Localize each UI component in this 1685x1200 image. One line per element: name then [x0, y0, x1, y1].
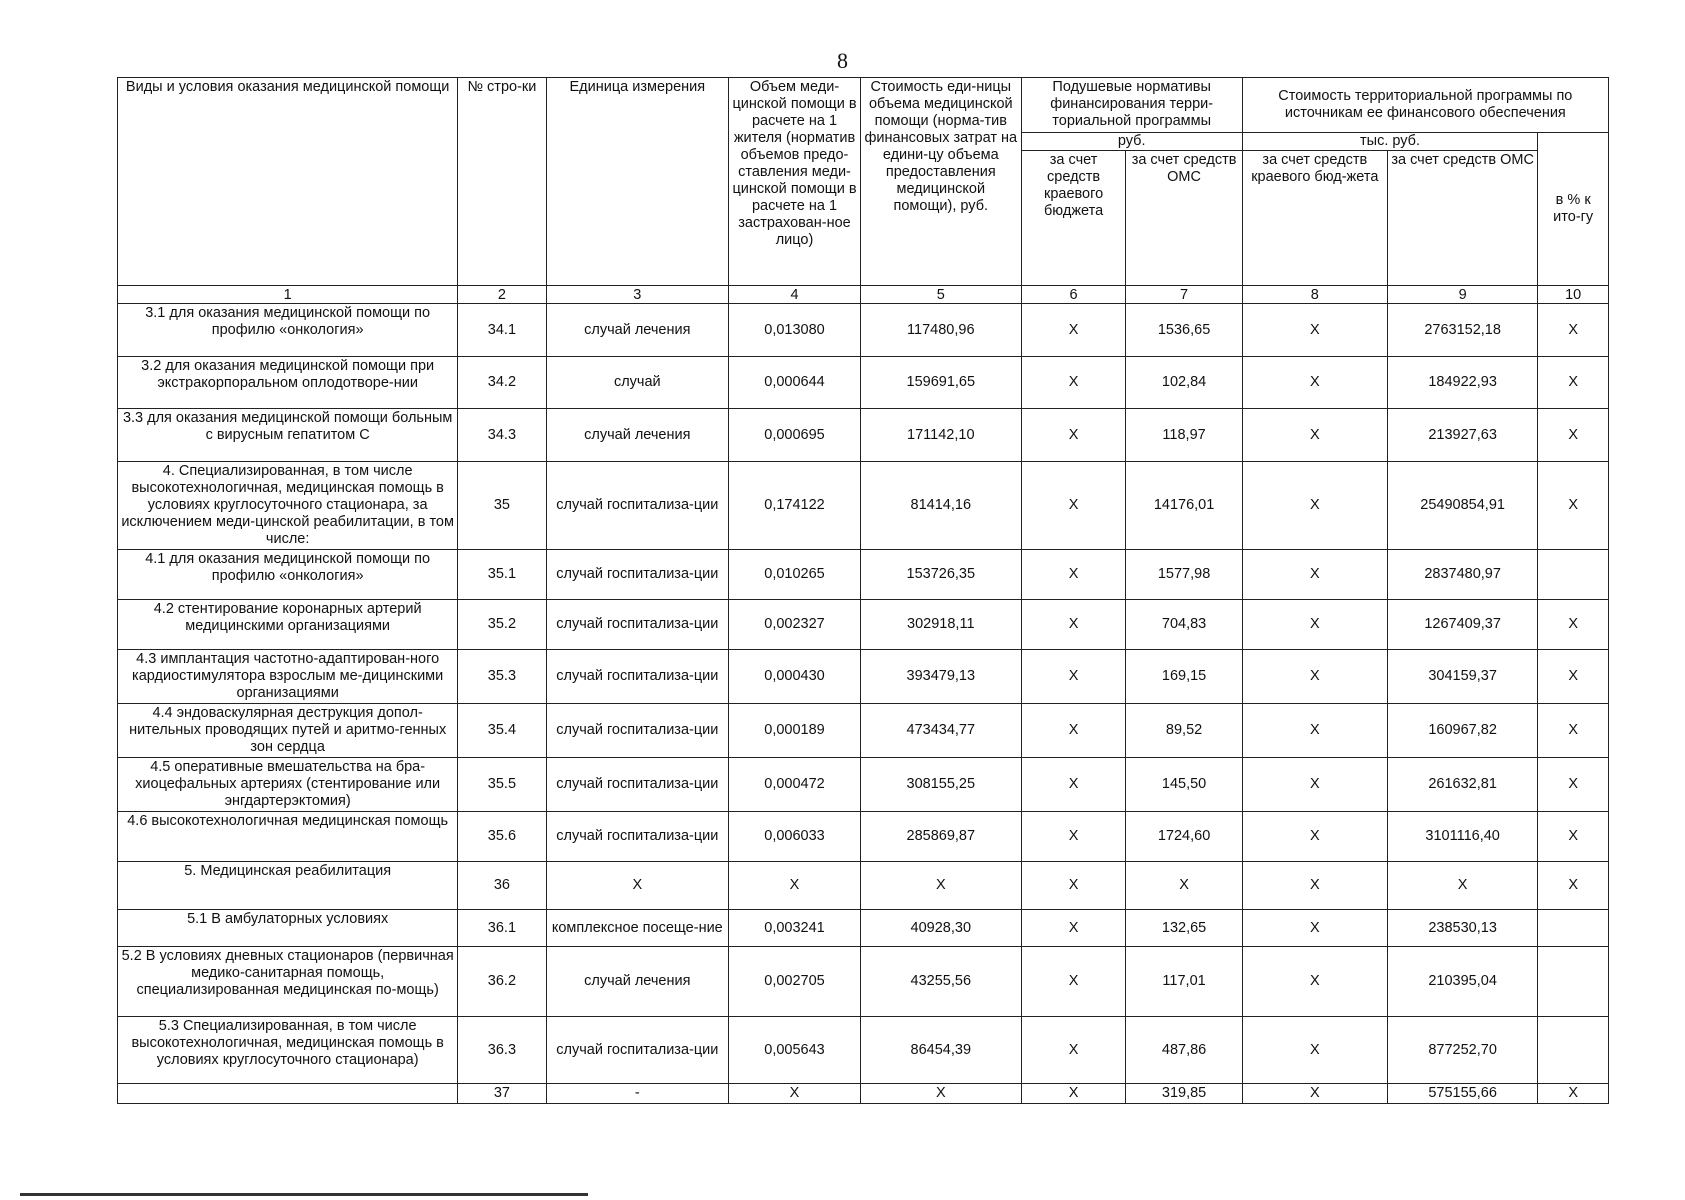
table-row — [118, 1017, 1609, 1084]
per-capita-oms: 169,15 — [1126, 650, 1242, 704]
row-number: 35.1 — [458, 550, 546, 600]
per-capita-oms: 1724,60 — [1126, 812, 1242, 862]
program-cost-oms: 877252,70 — [1387, 1017, 1537, 1084]
program-cost-oms: 238530,13 — [1387, 910, 1537, 947]
table-row — [118, 758, 1609, 812]
unit: случай госпитализа-ции — [546, 1017, 729, 1084]
column-number: 8 — [1242, 286, 1387, 304]
percent-of-total: X — [1538, 758, 1609, 812]
row-number: 36.3 — [458, 1017, 546, 1084]
row-description: 4.5 оперативные вмешательства на бра-хиоцефальных артериях (стентирование или энгдартерэктомия) — [118, 758, 458, 812]
program-cost-oms: 213927,63 — [1387, 409, 1537, 462]
percent-of-total: X — [1538, 704, 1609, 758]
row-description: 5. Медицинская реабилитация — [118, 862, 458, 910]
header-oms: за счет средств ОМС — [1126, 151, 1242, 286]
unit-cost: 81414,16 — [860, 462, 1021, 550]
program-cost-budget: X — [1242, 650, 1387, 704]
per-capita-oms: 145,50 — [1126, 758, 1242, 812]
percent-of-total — [1538, 550, 1609, 600]
per-capita-budget: X — [1021, 758, 1126, 812]
program-cost-oms: 160967,82 — [1387, 704, 1537, 758]
row-number: 35.6 — [458, 812, 546, 862]
header-unit: Единица измерения — [546, 78, 729, 286]
program-cost-oms: 25490854,91 — [1387, 462, 1537, 550]
row-number: 35 — [458, 462, 546, 550]
table-row — [118, 910, 1609, 947]
volume: 0,000472 — [729, 758, 861, 812]
program-cost-budget: X — [1242, 910, 1387, 947]
per-capita-oms: 319,85 — [1126, 1084, 1242, 1104]
program-cost-budget: X — [1242, 304, 1387, 357]
column-number: 10 — [1538, 286, 1609, 304]
table-row — [118, 650, 1609, 704]
per-capita-oms: 89,52 — [1126, 704, 1242, 758]
program-cost-oms: 210395,04 — [1387, 947, 1537, 1017]
unit-cost: 473434,77 — [860, 704, 1021, 758]
per-capita-budget: X — [1021, 409, 1126, 462]
volume: 0,002705 — [729, 947, 861, 1017]
per-capita-oms: 102,84 — [1126, 357, 1242, 409]
program-cost-budget: X — [1242, 409, 1387, 462]
header-oms-thous: за счет средств ОМС — [1387, 151, 1537, 286]
unit: случай госпитализа-ции — [546, 600, 729, 650]
program-cost-budget: X — [1242, 550, 1387, 600]
unit-cost: 40928,30 — [860, 910, 1021, 947]
row-description: 4.6 высокотехнологичная медицинская помощь — [118, 812, 458, 862]
row-number: 37 — [458, 1084, 546, 1104]
unit: случай госпитализа-ции — [546, 462, 729, 550]
header-regional-budget: за счет средств краевого бюджета — [1021, 151, 1126, 286]
row-description: 3.2 для оказания медицинской помощи при экстракорпоральном оплодотворе-нии — [118, 357, 458, 409]
header-rub: руб. — [1021, 133, 1242, 151]
row-description: 5.3 Специализированная, в том числе высокотехнологичная, медицинская помощь в условиях круглосуточного стационара) — [118, 1017, 458, 1084]
volume: 0,005643 — [729, 1017, 861, 1084]
header-cost: Стоимость еди-ницы объема медицинской помощи (норма-тив финансовых затрат на едини-цу объема предоставления медицинской помощи), руб. — [860, 78, 1021, 286]
program-cost-oms: 2837480,97 — [1387, 550, 1537, 600]
unit: случай лечения — [546, 409, 729, 462]
table-row — [118, 704, 1609, 758]
program-cost-budget: X — [1242, 812, 1387, 862]
volume: X — [729, 1084, 861, 1104]
program-cost-oms: 261632,81 — [1387, 758, 1537, 812]
unit: случай госпитализа-ции — [546, 812, 729, 862]
header-percent: в % к ито-гу — [1538, 133, 1609, 286]
unit-cost: 159691,65 — [860, 357, 1021, 409]
row-description: 4.3 имплантация частотно-адаптирован-ного кардиостимулятора взрослым ме-дицинскими организациями — [118, 650, 458, 704]
column-number: 9 — [1387, 286, 1537, 304]
per-capita-budget: X — [1021, 1017, 1126, 1084]
volume: 0,174122 — [729, 462, 861, 550]
program-cost-budget: X — [1242, 357, 1387, 409]
row-description: 4.1 для оказания медицинской помощи по профилю «онкология» — [118, 550, 458, 600]
per-capita-oms: 1577,98 — [1126, 550, 1242, 600]
per-capita-budget: X — [1021, 462, 1126, 550]
percent-of-total: X — [1538, 1084, 1609, 1104]
column-number: 5 — [860, 286, 1021, 304]
row-description: 4.2 стентирование коронарных артерий медицинскими организациями — [118, 600, 458, 650]
volume: 0,000189 — [729, 704, 861, 758]
percent-of-total: X — [1538, 357, 1609, 409]
program-cost-oms: 184922,93 — [1387, 357, 1537, 409]
per-capita-budget: X — [1021, 1084, 1126, 1104]
table-header — [118, 78, 1609, 286]
unit: случай госпитализа-ции — [546, 550, 729, 600]
unit-cost: 86454,39 — [860, 1017, 1021, 1084]
table-row — [118, 409, 1609, 462]
unit-cost: 153726,35 — [860, 550, 1021, 600]
volume: 0,002327 — [729, 600, 861, 650]
program-cost-oms: 1267409,37 — [1387, 600, 1537, 650]
program-cost-budget: X — [1242, 704, 1387, 758]
table-row — [118, 304, 1609, 357]
header-regional-budget-thous: за счет средств краевого бюд-жета — [1242, 151, 1387, 286]
per-capita-budget: X — [1021, 650, 1126, 704]
header-row-number: № стро-ки — [458, 78, 546, 286]
volume: 0,000430 — [729, 650, 861, 704]
per-capita-oms: 487,86 — [1126, 1017, 1242, 1084]
volume: 0,000644 — [729, 357, 861, 409]
row-number: 35.3 — [458, 650, 546, 704]
percent-of-total: X — [1538, 812, 1609, 862]
header-program-cost: Стоимость территориальной программы по источникам ее финансового обеспечения — [1242, 78, 1608, 133]
percent-of-total: X — [1538, 462, 1609, 550]
table-row — [118, 947, 1609, 1017]
per-capita-budget: X — [1021, 812, 1126, 862]
column-number: 7 — [1126, 286, 1242, 304]
unit-cost: 302918,11 — [860, 600, 1021, 650]
column-number: 6 — [1021, 286, 1126, 304]
per-capita-oms: 118,97 — [1126, 409, 1242, 462]
per-capita-oms: 132,65 — [1126, 910, 1242, 947]
row-number: 36.2 — [458, 947, 546, 1017]
percent-of-total: X — [1538, 650, 1609, 704]
volume: 0,010265 — [729, 550, 861, 600]
header-volume: Объем меди-цинской помощи в расчете на 1 жителя (норматив объемов предо-ставления меди-цинской помощи в расчете на 1 застрахован-ное лицо) — [729, 78, 861, 286]
per-capita-budget: X — [1021, 304, 1126, 357]
percent-of-total: X — [1538, 862, 1609, 910]
row-description: 5.1 В амбулаторных условиях — [118, 910, 458, 947]
table-row — [118, 812, 1609, 862]
row-number: 34.2 — [458, 357, 546, 409]
percent-of-total: X — [1538, 409, 1609, 462]
unit-cost: X — [860, 862, 1021, 910]
unit: случай лечения — [546, 304, 729, 357]
unit: случай лечения — [546, 947, 729, 1017]
header-kinds: Виды и условия оказания медицинской помощи — [118, 78, 458, 286]
row-description: 5.2 В условиях дневных стационаров (первичная медико-санитарная помощь, специализированная медицинская по-мощь) — [118, 947, 458, 1017]
volume: 0,003241 — [729, 910, 861, 947]
table-row — [118, 462, 1609, 550]
row-description — [118, 1084, 458, 1104]
column-number: 2 — [458, 286, 546, 304]
row-number: 34.1 — [458, 304, 546, 357]
percent-of-total: X — [1538, 304, 1609, 357]
unit: случай госпитализа-ции — [546, 758, 729, 812]
per-capita-budget: X — [1021, 910, 1126, 947]
percent-of-total: X — [1538, 600, 1609, 650]
row-number: 35.5 — [458, 758, 546, 812]
per-capita-oms: 117,01 — [1126, 947, 1242, 1017]
unit: случай госпитализа-ции — [546, 650, 729, 704]
row-description: 3.1 для оказания медицинской помощи по профилю «онкология» — [118, 304, 458, 357]
row-number: 36 — [458, 862, 546, 910]
table-row — [118, 600, 1609, 650]
table-row — [118, 862, 1609, 910]
per-capita-oms: 1536,65 — [1126, 304, 1242, 357]
unit-cost: 171142,10 — [860, 409, 1021, 462]
per-capita-budget: X — [1021, 862, 1126, 910]
row-description: 3.3 для оказания медицинской помощи больным с вирусным гепатитом С — [118, 409, 458, 462]
row-number: 36.1 — [458, 910, 546, 947]
row-number: 35.4 — [458, 704, 546, 758]
volume: 0,006033 — [729, 812, 861, 862]
row-description: 4. Специализированная, в том числе высокотехнологичная, медицинская помощь в условиях круглосуточного стационара, за исключением меди-цинской реабилитации, в том числе: — [118, 462, 458, 550]
program-cost-budget: X — [1242, 600, 1387, 650]
program-cost-oms: 3101116,40 — [1387, 812, 1537, 862]
per-capita-oms: 704,83 — [1126, 600, 1242, 650]
financing-table — [117, 77, 1609, 1104]
program-cost-oms: 304159,37 — [1387, 650, 1537, 704]
per-capita-budget: X — [1021, 357, 1126, 409]
column-number: 4 — [729, 286, 861, 304]
per-capita-budget: X — [1021, 704, 1126, 758]
unit: комплексное посеще-ние — [546, 910, 729, 947]
per-capita-oms: X — [1126, 862, 1242, 910]
volume: 0,000695 — [729, 409, 861, 462]
unit-cost: 393479,13 — [860, 650, 1021, 704]
table-row — [118, 357, 1609, 409]
column-number: 3 — [546, 286, 729, 304]
program-cost-budget: X — [1242, 758, 1387, 812]
program-cost-oms: X — [1387, 862, 1537, 910]
unit-cost: X — [860, 1084, 1021, 1104]
volume: X — [729, 862, 861, 910]
header-thous-rub: тыс. руб. — [1242, 133, 1538, 151]
unit-cost: 117480,96 — [860, 304, 1021, 357]
table-row — [118, 1084, 1609, 1104]
per-capita-budget: X — [1021, 600, 1126, 650]
per-capita-budget: X — [1021, 550, 1126, 600]
footnote-rule — [20, 1193, 588, 1196]
unit: случай госпитализа-ции — [546, 704, 729, 758]
volume: 0,013080 — [729, 304, 861, 357]
row-number: 35.2 — [458, 600, 546, 650]
program-cost-budget: X — [1242, 462, 1387, 550]
program-cost-oms: 575155,66 — [1387, 1084, 1537, 1104]
row-number: 34.3 — [458, 409, 546, 462]
column-number: 1 — [118, 286, 458, 304]
program-cost-budget: X — [1242, 1084, 1387, 1104]
percent-of-total — [1538, 947, 1609, 1017]
program-cost-budget: X — [1242, 947, 1387, 1017]
header-per-capita: Подушевые нормативы финансирования терри-ториальной программы — [1021, 78, 1242, 133]
page-number: 8 — [837, 48, 848, 73]
percent-of-total — [1538, 1017, 1609, 1084]
table-row — [118, 550, 1609, 600]
program-cost-budget: X — [1242, 1017, 1387, 1084]
unit: - — [546, 1084, 729, 1104]
program-cost-budget: X — [1242, 862, 1387, 910]
unit: X — [546, 862, 729, 910]
unit: случай — [546, 357, 729, 409]
per-capita-budget: X — [1021, 947, 1126, 1017]
program-cost-oms: 2763152,18 — [1387, 304, 1537, 357]
percent-of-total — [1538, 910, 1609, 947]
column-number-row — [118, 286, 1609, 304]
unit-cost: 308155,25 — [860, 758, 1021, 812]
row-description: 4.4 эндоваскулярная деструкция допол-нительных проводящих путей и аритмо-генных зон сердца — [118, 704, 458, 758]
per-capita-oms: 14176,01 — [1126, 462, 1242, 550]
unit-cost: 285869,87 — [860, 812, 1021, 862]
table-body — [118, 286, 1609, 1104]
unit-cost: 43255,56 — [860, 947, 1021, 1017]
